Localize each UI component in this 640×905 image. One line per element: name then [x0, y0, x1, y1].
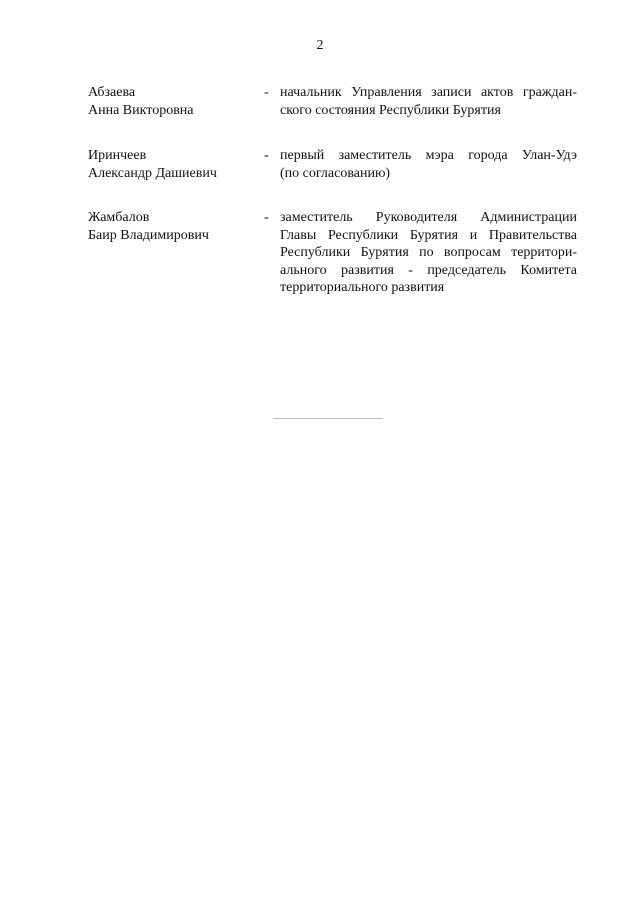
position-line: первый заместитель мэра города Улан-Удэ [280, 148, 577, 163]
position-line: ского состояния Республики Бурятия [280, 102, 501, 118]
member-given-names: Баир Владимирович [88, 227, 209, 243]
position-line: (по согласованию) [280, 165, 391, 181]
member-name [88, 84, 258, 119]
position-line: ального развития - председатель Комитета [280, 262, 577, 278]
position-line: Республики Бурятия по вопросам территори- [280, 245, 577, 260]
separator-dash: - [264, 148, 269, 163]
separator-dash: - [264, 210, 269, 225]
end-of-list-rule [273, 418, 383, 419]
position-line: заместитель Руководителя Администрации [280, 210, 577, 225]
page-number: 2 [316, 38, 324, 53]
member-position [280, 147, 577, 182]
member-name [88, 147, 258, 182]
position-line: начальник Управления записи актов граждан- [280, 85, 577, 100]
member-given-names: Анна Викторовна [88, 102, 194, 118]
position-line: Главы Республики Бурятия и Правительства [280, 227, 577, 243]
member-surname: Иринчеев [88, 148, 147, 163]
position-line: территориального развития [280, 280, 445, 295]
member-surname: Жамбалов [88, 210, 150, 225]
member-surname: Абзаева [88, 85, 136, 100]
separator-dash: - [264, 85, 269, 100]
member-given-names: Александр Дашиевич [88, 165, 217, 181]
member-position [280, 84, 577, 119]
member-position [280, 209, 577, 297]
member-name [88, 209, 258, 244]
